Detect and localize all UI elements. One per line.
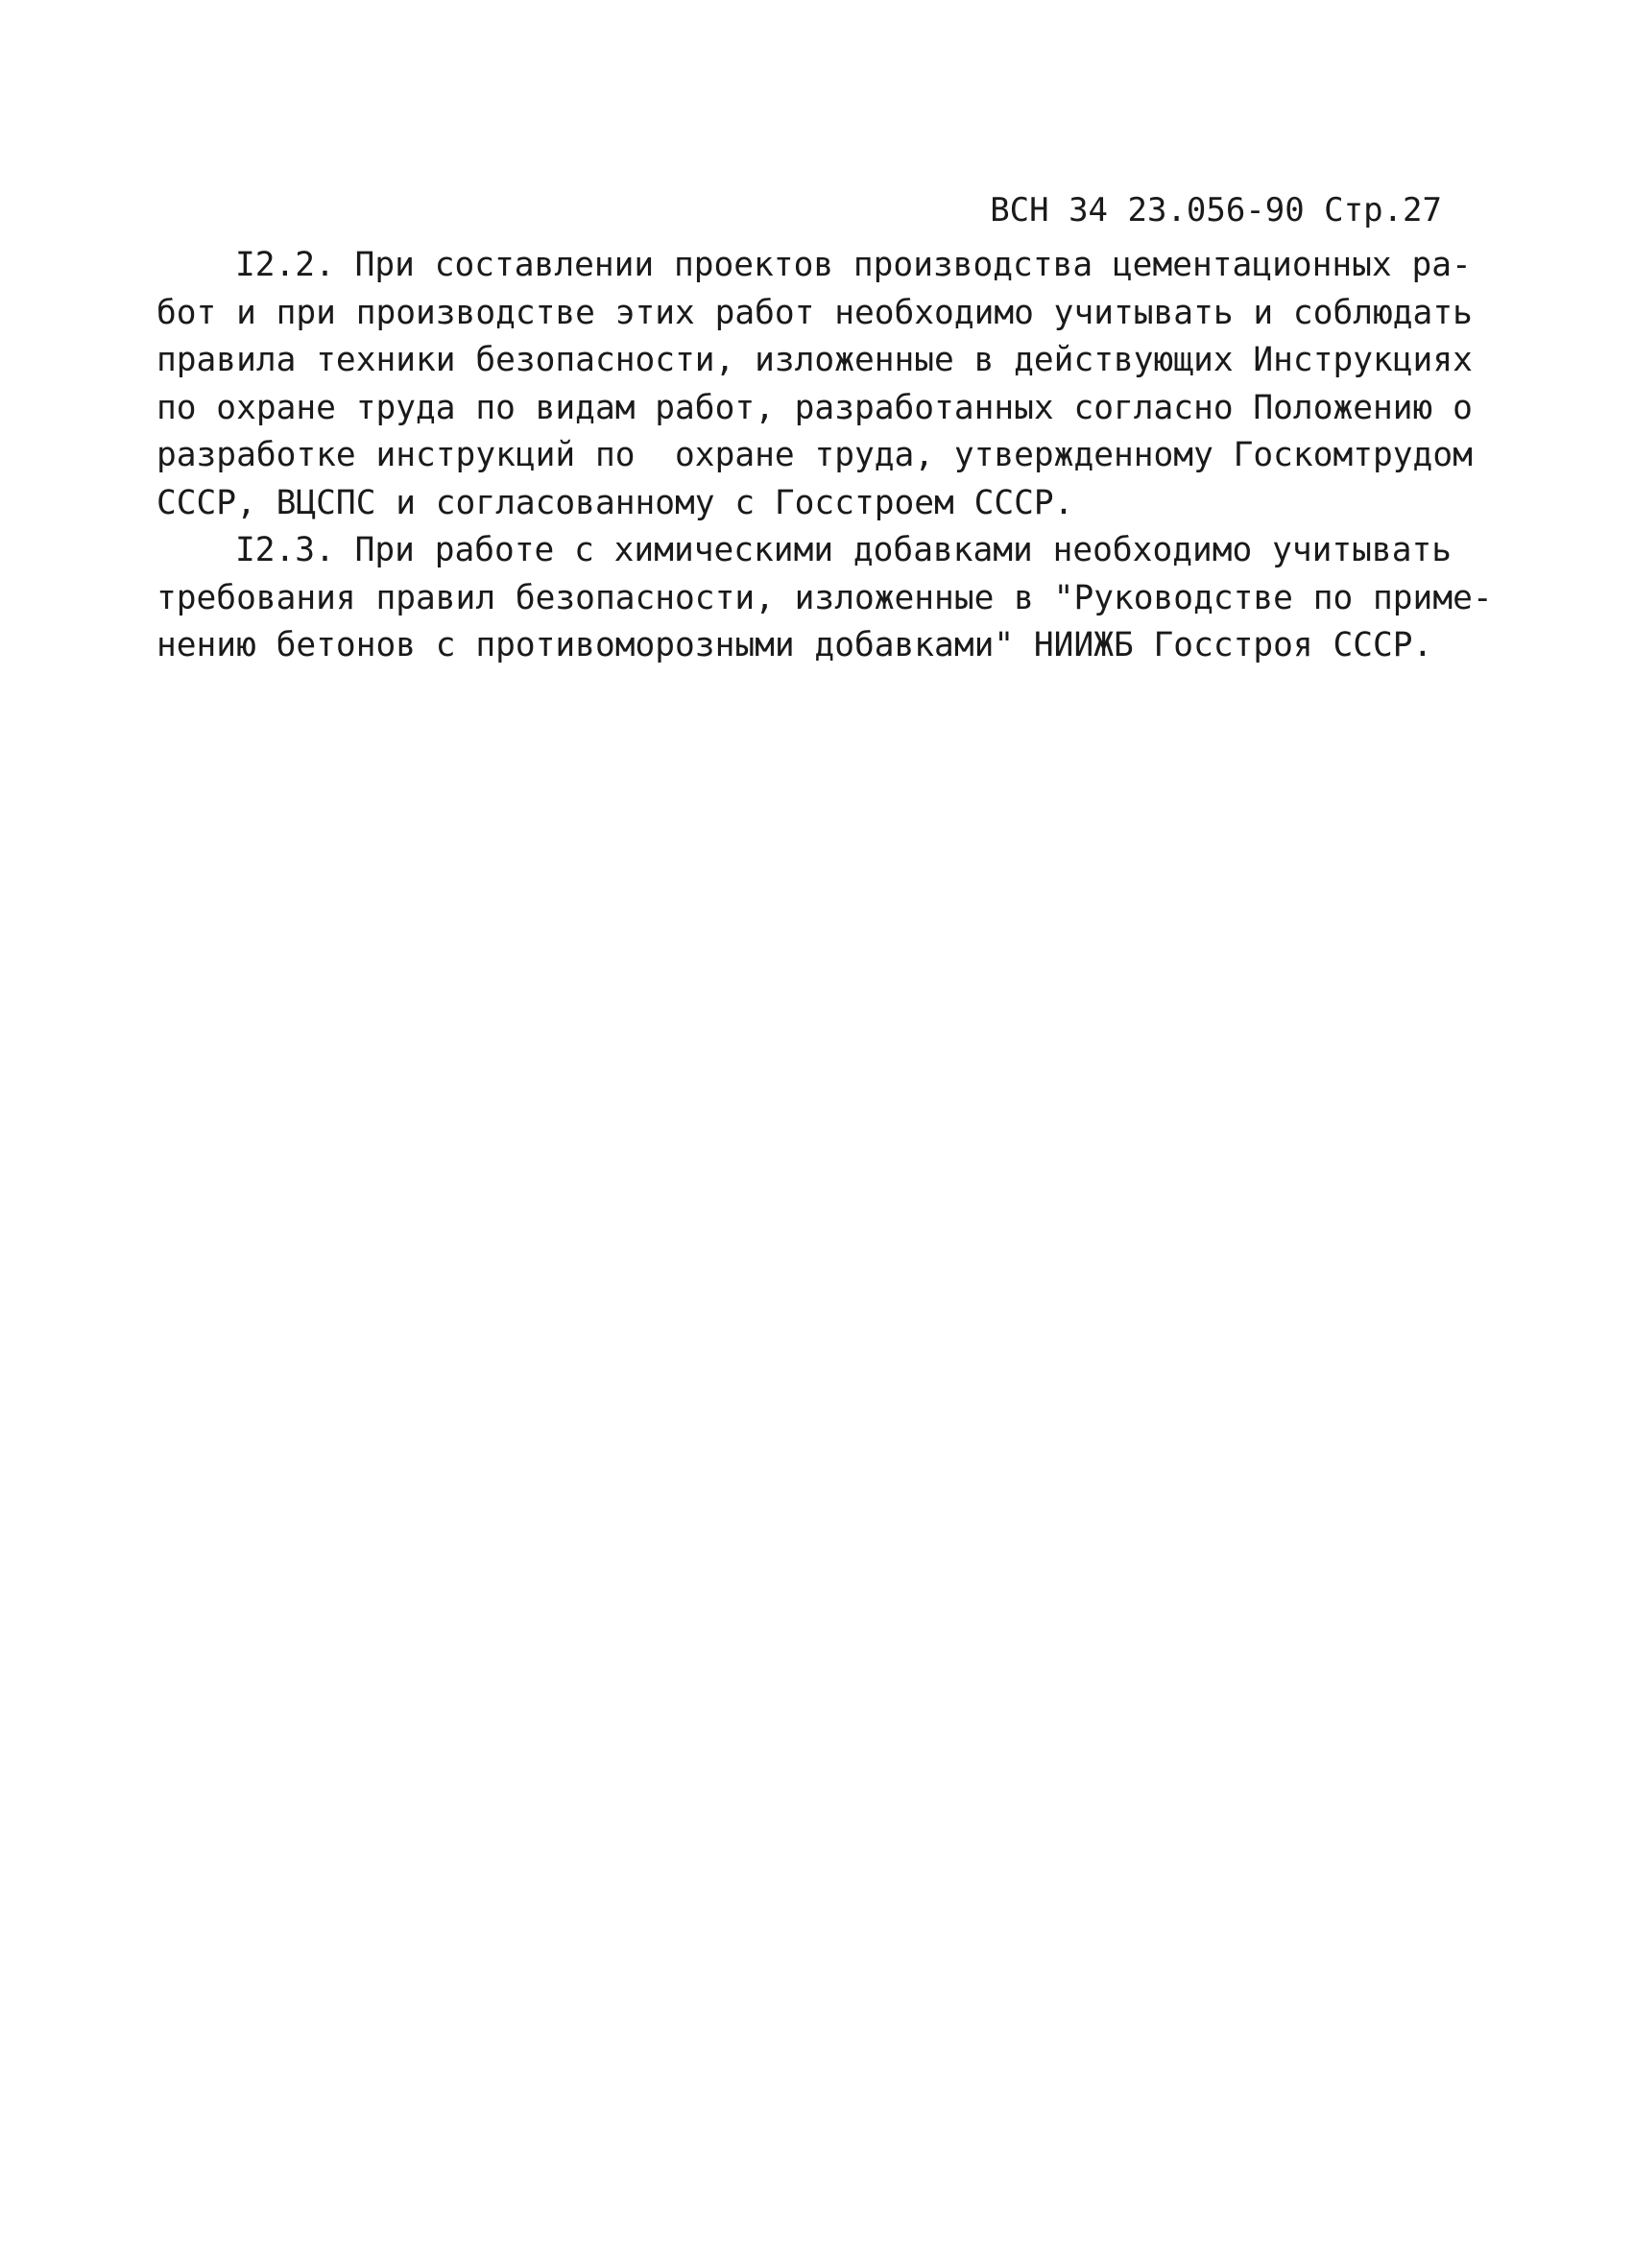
text-line: требования правил безопасности, изложенные в "Руководстве по приме- — [156, 578, 1493, 617]
text-line: СССР, ВЦСПС и согласованному с Госстроем СССР. — [156, 483, 1074, 522]
paragraph-12-2 — [156, 242, 1473, 527]
text-line: нению бетонов с противоморозными добавками" НИИЖБ Госстроя СССР. — [156, 626, 1433, 664]
text-line: правила техники безопасности, изложенные в действующих Инструкциях — [156, 341, 1473, 379]
text-line: I2.2. При составлении проектов производства цементационных ра- — [235, 246, 1472, 284]
text-line: разработке инструкций по охране труда, утвержденному Госкомтрудом — [156, 436, 1473, 474]
document-body — [156, 242, 1493, 670]
text-line: бот и при производстве этих работ необходимо учитывать и соблюдать — [156, 293, 1473, 332]
page-header: ВСН 34 23.056-90 Стр.27 — [990, 191, 1442, 229]
text-line: по охране труда по видам работ, разработанных согласно Положению о — [156, 388, 1473, 427]
text-line: I2.3. При работе с химическими добавками необходимо учитывать — [235, 531, 1453, 569]
paragraph-12-3 — [156, 527, 1493, 670]
